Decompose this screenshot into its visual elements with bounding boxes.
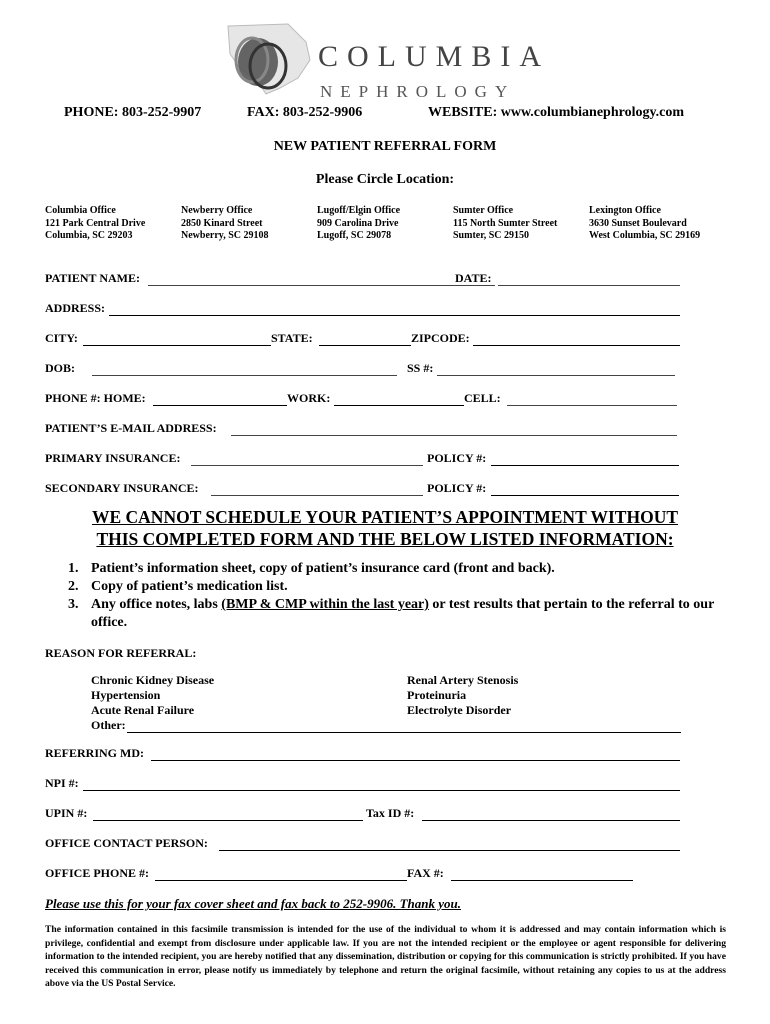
- logo-subtitle: NEPHROLOGY: [320, 82, 516, 101]
- logo-graphic-icon: [218, 20, 316, 96]
- office-contact-field[interactable]: [219, 850, 680, 851]
- primary-insurance-field[interactable]: [191, 465, 423, 466]
- upin-label: UPIN #:: [45, 806, 88, 820]
- zipcode-label: ZIPCODE:: [411, 331, 470, 345]
- office-lugoff-elgin[interactable]: [317, 205, 400, 243]
- phone-text: PHONE: 803-252-9907: [64, 105, 202, 120]
- dob-ss-row: [45, 361, 681, 379]
- address-label: ADDRESS:: [45, 301, 106, 315]
- cell-label: CELL:: [464, 391, 501, 405]
- cell-field[interactable]: [507, 405, 677, 406]
- patient-name-field[interactable]: [148, 285, 495, 286]
- dob-field[interactable]: [92, 375, 397, 376]
- logo: [218, 20, 563, 101]
- fax-text: FAX: 803-252-9906: [247, 105, 363, 120]
- reason-other-row: [91, 718, 681, 736]
- referring-md-row: [45, 746, 681, 764]
- phone-home-field[interactable]: [153, 405, 287, 406]
- email-row: [45, 421, 681, 439]
- list-text: Any office notes, labs: [91, 597, 222, 612]
- office-fax-field[interactable]: [451, 880, 633, 881]
- list-item: [68, 596, 728, 632]
- office-city: Sumter, SC 29150: [453, 230, 530, 241]
- referring-md-label: REFERRING MD:: [45, 746, 144, 760]
- email-field[interactable]: [231, 435, 677, 436]
- warning-line-1: WE CANNOT SCHEDULE YOUR PATIENT’S APPOINTMENT WITHOUT: [91, 507, 679, 527]
- list-text: or test results that pertain to the referral to our office.: [91, 597, 715, 630]
- ss-field[interactable]: [437, 375, 675, 376]
- office-street: 3630 Sunset Boulevard: [589, 217, 687, 229]
- requirements-list: [68, 560, 728, 632]
- fax-note: Please use this for your fax cover sheet and fax back to 252-9906. Thank you.: [45, 896, 461, 911]
- office-sumter[interactable]: [453, 205, 557, 243]
- taxid-field[interactable]: [422, 820, 680, 821]
- primary-policy-field[interactable]: [491, 465, 679, 466]
- office-street: 121 Park Central Drive: [45, 217, 146, 229]
- patient-name-label: PATIENT NAME:: [45, 271, 141, 285]
- secondary-insurance-row: [45, 481, 681, 499]
- primary-insurance-row: [45, 451, 681, 469]
- other-label: Other:: [91, 718, 126, 732]
- upin-field[interactable]: [93, 820, 363, 821]
- warning-line-2: THIS COMPLETED FORM AND THE BELOW LISTED INFORMATION:: [96, 529, 674, 549]
- reason-option[interactable]: Electrolyte Disorder: [407, 703, 512, 717]
- reasons-left-column: [91, 673, 214, 718]
- logo-name: COLUMBIA: [318, 40, 551, 73]
- office-city: Lugoff, SC 29078: [317, 230, 392, 241]
- reason-option[interactable]: Proteinuria: [407, 688, 467, 702]
- zipcode-field[interactable]: [473, 345, 680, 346]
- reason-option[interactable]: Chronic Kidney Disease: [91, 673, 215, 687]
- office-columbia[interactable]: [45, 205, 145, 243]
- dob-label: DOB:: [45, 361, 75, 375]
- date-field[interactable]: [498, 285, 680, 286]
- date-label: DATE:: [455, 271, 492, 285]
- reason-option[interactable]: Acute Renal Failure: [91, 703, 195, 717]
- phone-row: [45, 391, 681, 409]
- office-city: Columbia, SC 29203: [45, 230, 133, 241]
- list-number: 2.: [68, 579, 79, 594]
- list-item: [68, 560, 728, 578]
- form-title: NEW PATIENT REFERRAL FORM: [273, 139, 497, 154]
- patient-name-row: [45, 271, 681, 289]
- npi-field[interactable]: [83, 790, 680, 791]
- confidentiality-disclaimer: The information contained in this facsimile transmission is intended for the use of the individual to whom it is addressed and may contain information which is privilege, confidential and exempt from disclosure under applicable law. If you are not the intended recipient or the employee or agent responsible for delivering information to the intended recipient, you are hereby notified that any dissemination, distribution or copying for this communication is strictly prohibited. If you have received this communication in error, please notify us immediately by telephone and return the original facsimile, without retaining any copies to us at the address above via the US Postal Service.: [45, 924, 726, 989]
- office-city: West Columbia, SC 29169: [589, 230, 701, 241]
- list-number: 3.: [68, 597, 79, 612]
- address-row: [45, 301, 681, 319]
- npi-label: NPI #:: [45, 776, 79, 790]
- office-contact-row: [45, 836, 681, 854]
- policy-label: POLICY #:: [427, 451, 487, 465]
- policy-label: POLICY #:: [427, 481, 487, 495]
- city-state-zip-row: [45, 331, 681, 349]
- contact-row: [0, 105, 770, 125]
- other-field[interactable]: [127, 732, 681, 733]
- office-contact-label: OFFICE CONTACT PERSON:: [45, 836, 208, 850]
- secondary-policy-field[interactable]: [491, 495, 679, 496]
- city-label: CITY:: [45, 331, 78, 345]
- list-number: 1.: [68, 561, 79, 576]
- work-field[interactable]: [334, 405, 464, 406]
- reason-heading: REASON FOR REFERRAL:: [45, 646, 197, 660]
- email-label: PATIENT’S E-MAIL ADDRESS:: [45, 421, 217, 435]
- reasons-right-column: [407, 673, 518, 718]
- list-item: [68, 578, 728, 596]
- list-text: Patient’s information sheet, copy of patient’s insurance card (front and back).: [91, 561, 555, 576]
- upin-taxid-row: [45, 806, 681, 824]
- primary-insurance-label: PRIMARY INSURANCE:: [45, 451, 181, 465]
- office-street: 2850 Kinard Street: [181, 217, 263, 229]
- warning-notice: [0, 506, 770, 550]
- reason-option[interactable]: Hypertension: [91, 688, 161, 702]
- city-field[interactable]: [83, 345, 271, 346]
- secondary-insurance-field[interactable]: [211, 495, 423, 496]
- list-text-underlined: (BMP & CMP within the last year): [221, 597, 429, 612]
- office-street: 909 Carolina Drive: [317, 217, 399, 229]
- office-street: 115 North Sumter Street: [453, 217, 558, 229]
- list-text: Copy of patient’s medication list.: [91, 579, 288, 594]
- office-phone-field[interactable]: [155, 880, 407, 881]
- office-newberry[interactable]: [181, 205, 269, 243]
- reason-option[interactable]: Renal Artery Stenosis: [407, 673, 519, 687]
- address-field[interactable]: [109, 315, 680, 316]
- office-name: Lugoff/Elgin Office: [317, 205, 401, 216]
- ss-label: SS #:: [407, 361, 434, 375]
- office-phone-row: [45, 866, 681, 884]
- phone-home-label: PHONE #: HOME:: [45, 391, 146, 405]
- website-link[interactable]: WEBSITE: www.columbianephrology.com: [428, 105, 685, 120]
- secondary-insurance-label: SECONDARY INSURANCE:: [45, 481, 199, 495]
- npi-row: [45, 776, 681, 794]
- state-label: STATE:: [271, 331, 313, 345]
- office-lexington[interactable]: [589, 205, 700, 243]
- circle-location-label: Please Circle Location:: [315, 172, 455, 187]
- office-name: Sumter Office: [453, 205, 514, 216]
- office-name: Columbia Office: [45, 205, 116, 216]
- office-name: Lexington Office: [589, 205, 661, 216]
- office-city: Newberry, SC 29108: [181, 230, 269, 241]
- work-label: WORK:: [287, 391, 331, 405]
- state-field[interactable]: [319, 345, 411, 346]
- office-phone-label: OFFICE PHONE #:: [45, 866, 149, 880]
- office-fax-label: FAX #:: [407, 866, 444, 880]
- office-name: Newberry Office: [181, 205, 253, 216]
- taxid-label: Tax ID #:: [366, 806, 415, 820]
- referring-md-field[interactable]: [151, 760, 680, 761]
